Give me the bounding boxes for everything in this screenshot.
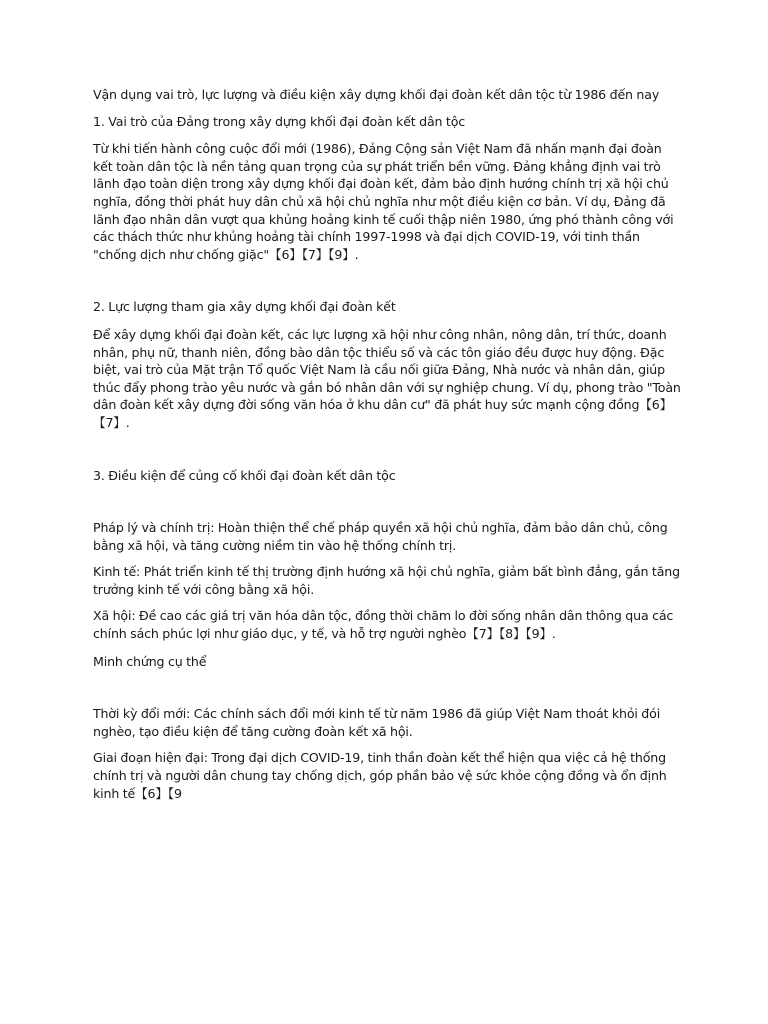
evidence-doimoi: Thời kỳ đổi mới: Các chính sách đổi mới kinh tế từ năm 1986 đã giúp Việt Nam thoát khỏi đói nghèo, tạo điều kiện để tăng cường đoàn kết xã hội.	[93, 706, 661, 739]
evidence-heading: Minh chứng cụ thể	[93, 653, 207, 669]
section-1-body: Từ khi tiến hành công cuộc đổi mới (1986), Đảng Cộng sản Việt Nam đã nhấn mạnh đại đoàn kết toàn dân tộc là nền tảng quan trọng của sự phát triển bền vững. Đảng khẳng định vai trò lãnh đạo toàn diện trong xây dựng khối đại đoàn kết, đảm bảo định hướng chính trị xã hội chủ nghĩa, đồng thời phát huy dân chủ xã hội chủ nghĩa như một điều kiện cơ bản. Ví dụ, Đảng đã lãnh đạo nhân dân vượt qua khủng hoảng kinh tế cuối thập niên 1980, ứng phó thành công với các thách thức như khủng hoảng tài chính 1997-1998 và đại dịch COVID-19, với tinh thần "chống dịch như chống giặc"【6】【7】【9】.	[93, 141, 674, 262]
section-1-heading: 1. Vai trò của Đảng trong xây dựng khối đại đoàn kết dân tộc	[93, 113, 466, 129]
section-2-body: Để xây dựng khối đại đoàn kết, các lực lượng xã hội như công nhân, nông dân, trí thức, doanh nhân, phụ nữ, thanh niên, đồng bào dân tộc thiểu số và các tôn giáo đều được huy động. Đặc biệt, vai trò của Mặt trận Tổ quốc Việt Nam là cầu nối giữa Đảng, Nhà nước và nhân dân, giúp thúc đẩy phong trào yêu nước và gắn bó nhân dân với sự nghiệp chung. Ví dụ, phong trào "Toàn dân đoàn kết xây dựng đời sống văn hóa ở khu dân cư" đã phát huy sức mạnh cộng đồng【6】【7】.	[93, 326, 681, 430]
section-2-heading: 2. Lực lượng tham gia xây dựng khối đại đoàn kết	[93, 299, 396, 315]
document-page	[93, 86, 683, 802]
evidence-modern: Giai đoạn hiện đại: Trong đại dịch COVID-19, tinh thần đoàn kết thể hiện qua việc cả hệ thống chính trị và người dân chung tay chống dịch, góp phần bảo vệ sức khỏe cộng đồng và ổn định kinh tế【6】【9	[93, 750, 667, 801]
section-3-legal-condition: Pháp lý và chính trị: Hoàn thiện thể chế pháp quyền xã hội chủ nghĩa, đảm bảo dân chủ, công bằng xã hội, và tăng cường niềm tin vào hệ thống chính trị.	[93, 520, 668, 553]
section-3-social-condition: Xã hội: Đề cao các giá trị văn hóa dân tộc, đồng thời chăm lo đời sống nhân dân thông qua các chính sách phúc lợi như giáo dục, y tế, và hỗ trợ người nghèo【7】【8】【9】.	[93, 608, 674, 642]
document-title: Vận dụng vai trò, lực lượng và điều kiện xây dựng khối đại đoàn kết dân tộc từ 1986 đến nay	[93, 87, 660, 102]
section-3-economic-condition: Kinh tế: Phát triển kinh tế thị trường định hướng xã hội chủ nghĩa, giảm bất bình đẳng, gắn tăng trưởng kinh tế với công bằng xã hội.	[93, 564, 680, 597]
section-3-heading: 3. Điều kiện để củng cố khối đại đoàn kết dân tộc	[93, 467, 396, 483]
